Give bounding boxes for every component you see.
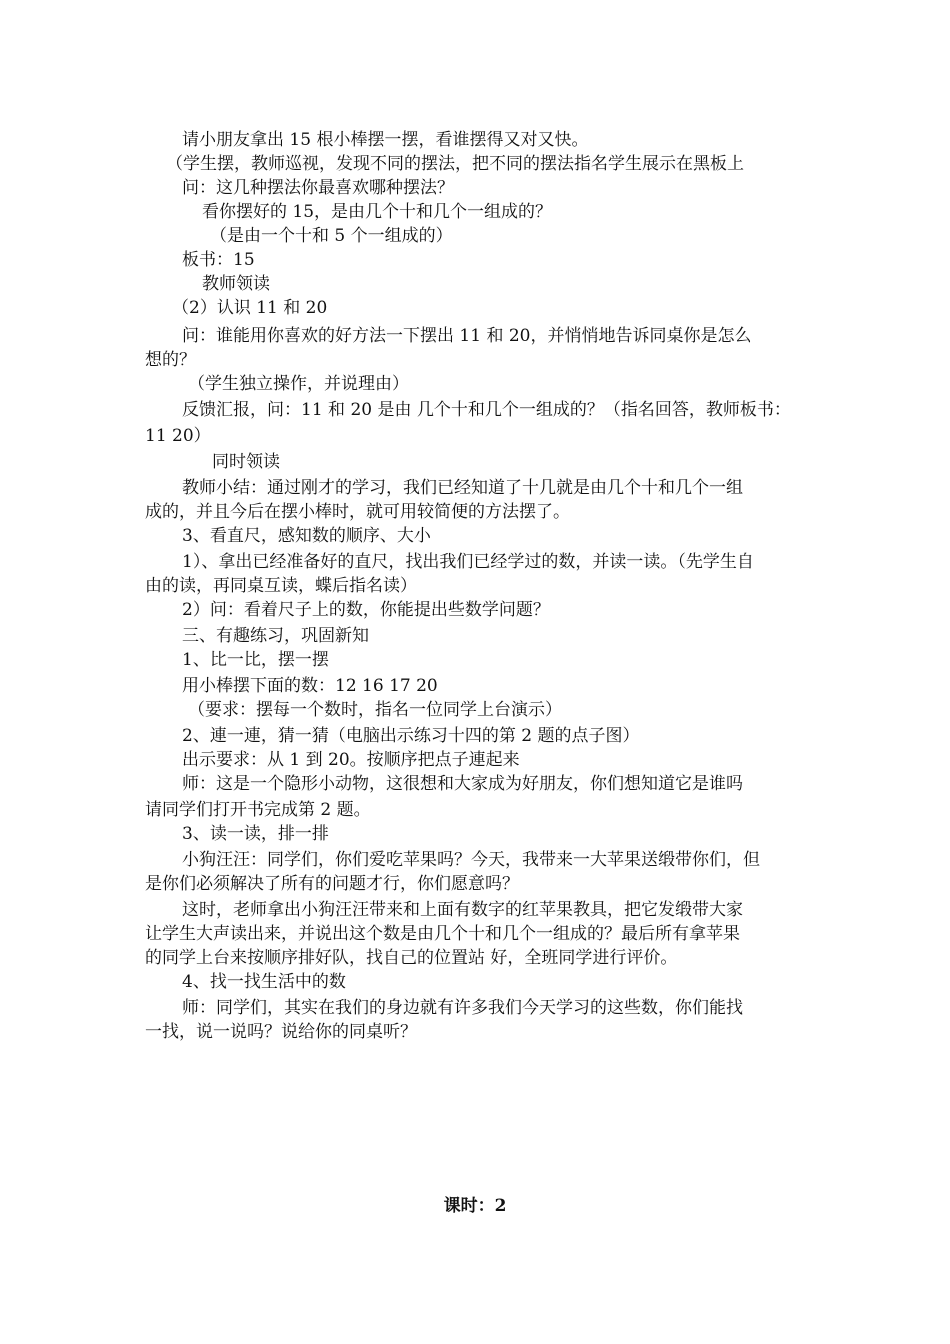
text-line: 师：这是一个隐形小动物，这很想和大家成为好朋友，你们想知道它是谁吗: [182, 774, 743, 794]
text-line: （学生摆，教师巡视，发现不同的摆法，把不同的摆法指名学生展示在黑板上: [166, 154, 744, 174]
text-line: 1、比一比，摆一摆: [182, 650, 329, 670]
text-line: 请同学们打开书完成第 2 题。: [145, 800, 371, 820]
text-line: 想的？: [145, 350, 196, 370]
text-line: （学生独立操作，并说理由）: [188, 374, 409, 394]
text-line: 小狗汪汪：同学们，你们爱吃苹果吗？今天，我带来一大苹果送缎带你们，但: [182, 850, 760, 870]
text-line: 2）问：看着尺子上的数，你能提出些数学问题？: [182, 600, 550, 620]
text-line: 用小棒摆下面的数：12 16 17 20: [182, 676, 438, 696]
text-line: 的同学上台来按顺序排好队，找自己的位置站 好，全班同学进行评价。: [145, 948, 678, 968]
text-line: （2）认识 11 和 20: [172, 298, 328, 318]
text-line: 三、有趣练习，巩固新知: [182, 626, 369, 646]
text-line: 由的读，再同桌互读，蝶后指名读）: [145, 576, 417, 596]
text-line: 反馈汇报，问：11 和 20 是由 几个十和几个一组成的？（指名回答，教师板书：: [182, 400, 791, 420]
text-line: （要求：摆每一个数时，指名一位同学上台演示）: [188, 700, 562, 720]
text-line: 是你们必须解决了所有的问题才行，你们愿意吗？: [145, 874, 519, 894]
text-line: 11 20）: [145, 426, 211, 446]
text-line: 让学生大声读出来，并说出这个数是由几个十和几个一组成的？最后所有拿苹果: [145, 924, 740, 944]
text-line: 同时领读: [212, 452, 280, 472]
lesson-hours-footer: 课时：2: [443, 1196, 507, 1216]
text-line: 1）、拿出已经准备好的直尺，找出我们已经学过的数，并读一读。（先学生自: [182, 552, 754, 572]
text-line: 这时，老师拿出小狗汪汪带来和上面有数字的红苹果教具，把它发缎带大家: [182, 900, 743, 920]
text-line: 成的，并且今后在摆小棒时，就可用较简便的方法摆了。: [145, 502, 570, 522]
text-line: 请小朋友拿出 15 根小棒摆一摆，看谁摆得又对又快。: [182, 130, 589, 150]
text-line: 师：同学们，其实在我们的身边就有许多我们今天学习的这些数，你们能找: [182, 998, 743, 1018]
text-line: 问：这几种摆法你最喜欢哪种摆法？: [182, 178, 454, 198]
text-line: 问：谁能用你喜欢的好方法一下摆出 11 和 20，并悄悄地告诉同桌你是怎么: [182, 326, 752, 346]
text-line: 3、读一读，排一排: [182, 824, 329, 844]
text-line: 教师小结：通过刚才的学习，我们已经知道了十几就是由几个十和几个一组: [182, 478, 743, 498]
text-line: 4、找一找生活中的数: [182, 972, 346, 992]
text-line: （是由一个十和 5 个一组成的）: [210, 226, 453, 246]
text-line: 教师领读: [202, 274, 270, 294]
text-line: 板书：15: [182, 250, 255, 270]
text-line: 一找，说一说吗？说给你的同桌听？: [145, 1022, 417, 1042]
text-line: 看你摆好的 15，是由几个十和几个一组成的？: [202, 202, 553, 222]
text-line: 3、看直尺，感知数的顺序、大小: [182, 526, 431, 546]
text-line: 出示要求：从 1 到 20。按顺序把点子連起来: [182, 750, 520, 770]
text-line: 2、連一連，猜一猜（电脑出示练习十四的第 2 题的点子图）: [182, 726, 640, 746]
